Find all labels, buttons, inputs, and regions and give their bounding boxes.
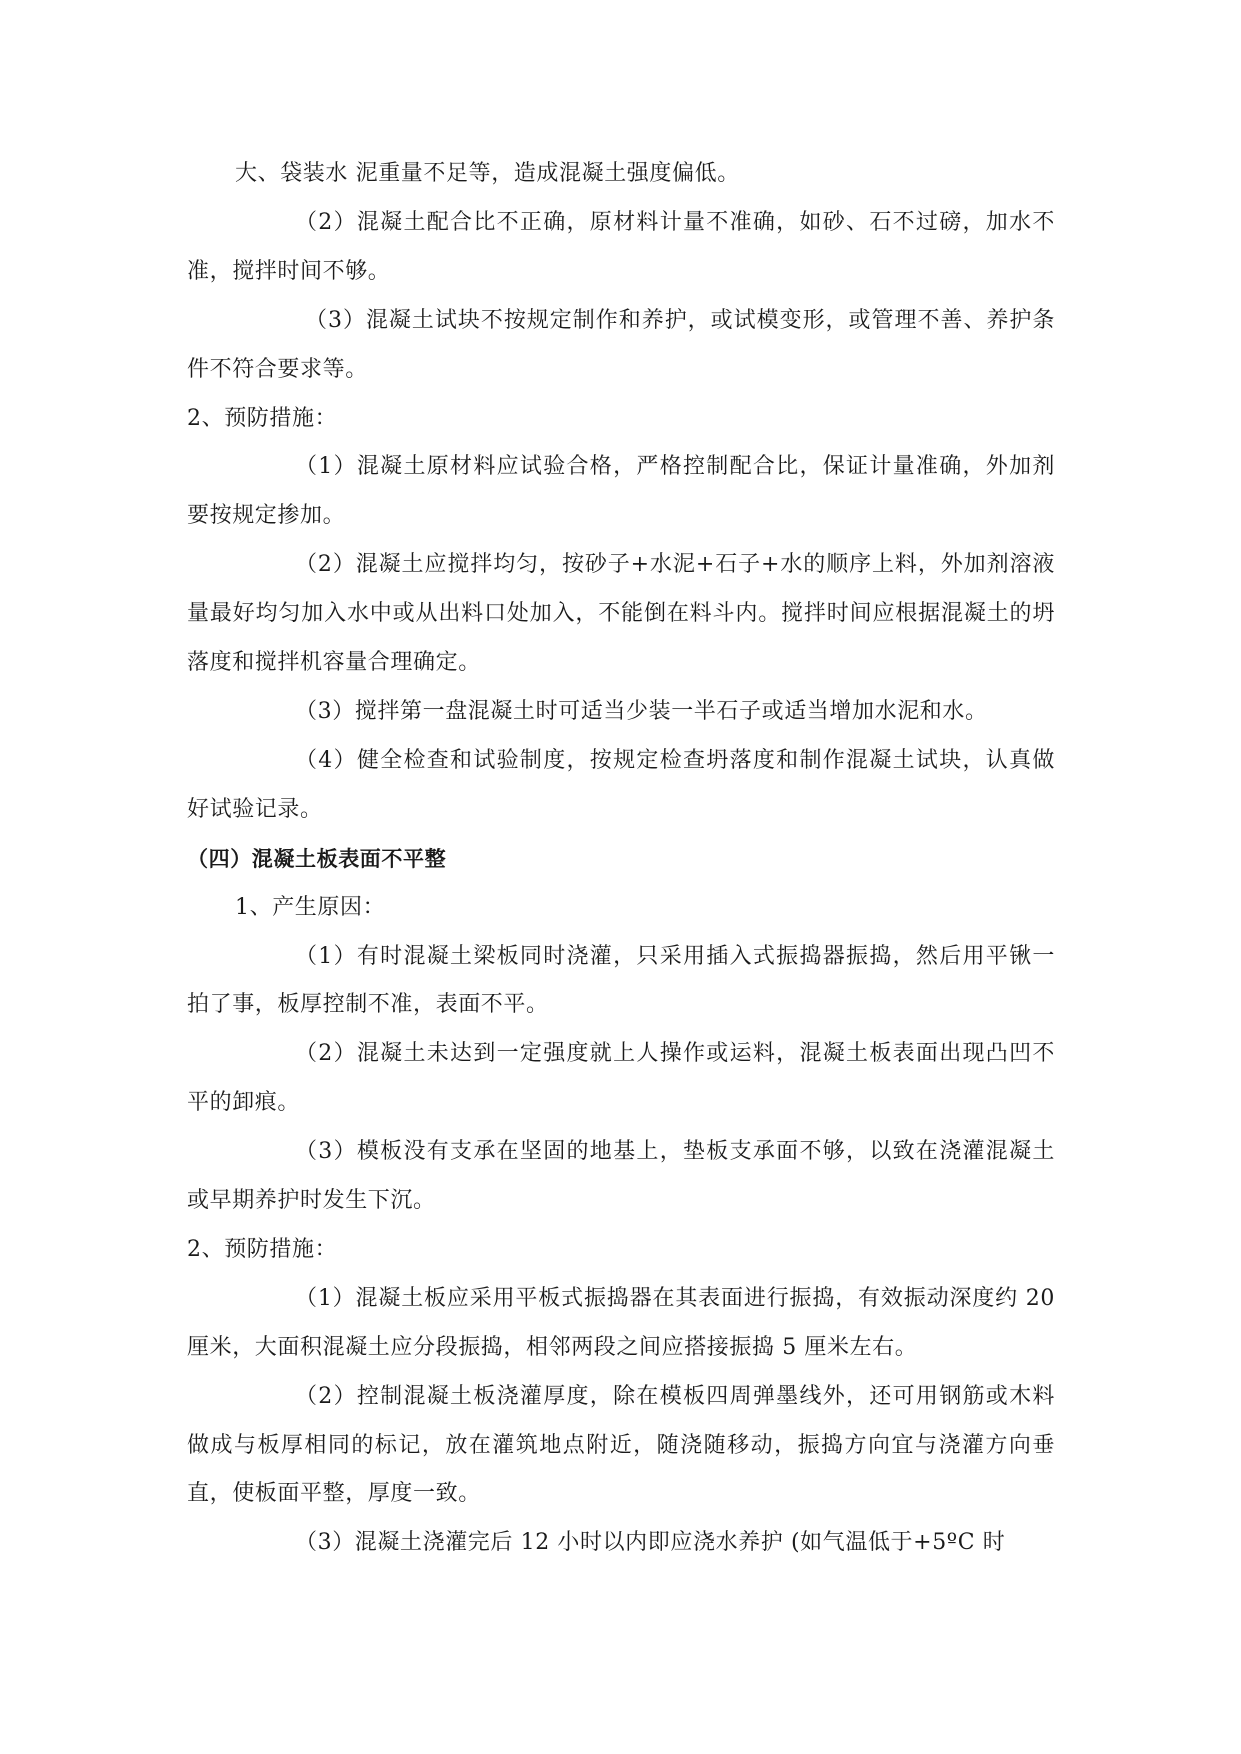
paragraph-8: （4）健全检查和试验制度，按规定检查坍落度和制作混凝土试块，认真做好试验记录。 [187, 747, 1055, 822]
paragraph-11: （2）混凝土未达到一定强度就上人操作或运料，混凝土板表面出现凸凹不平的卸痕。 [187, 1041, 1055, 1116]
section-label-causes: 1、产生原因： [235, 894, 386, 920]
section-heading: （四）混凝土板表面不平整 [187, 846, 447, 871]
paragraph-12: （3）模板没有支承在坚固的地基上，垫板支承面不够，以致在浇灌混凝土或早期养护时发生下沉。 [187, 1139, 1055, 1214]
paragraph-1: 大、袋装水 泥重量不足等，造成混凝土强度偏低。 [235, 161, 740, 186]
section-label-prevention-1: 2、预防措施： [187, 405, 338, 431]
paragraph-6: （2）混凝土应搅拌均匀，按砂子+水泥+石子+水的顺序上料，外加剂溶液量最好均匀加入水中或从出料口处加入，不能倒在料斗内。搅拌时间应根据混凝土的坍落度和搅拌机容量合理确定。 [187, 552, 1055, 676]
paragraph-15: （2）控制混凝土板浇灌厚度，除在模板四周弹墨线外，还可用钢筋或木料做成与板厚相同的标记，放在灌筑地点附近，随浇随移动，振捣方向宜与浇灌方向垂直，使板面平整，厚度一致。 [187, 1383, 1055, 1507]
paragraph-7: （3）搅拌第一盘混凝土时可适当少装一半石子或适当增加水泥和水。 [295, 698, 988, 724]
paragraph-16: （3）混凝土浇灌完后 12 小时以内即应浇水养护 (如气温低于+5ºC 时 [295, 1530, 1006, 1556]
paragraph-3: （3）混凝土试块不按规定制作和养护，或试模变形，或管理不善、养护条件不符合要求等。 [187, 307, 1055, 382]
document-body [187, 150, 1055, 1568]
paragraph-14: （1）混凝土板应采用平板式振捣器在其表面进行振捣，有效振动深度约 20 厘米，大面积混凝土应分段振捣，相邻两段之间应搭接振捣 5 厘米左右。 [187, 1285, 1055, 1360]
paragraph-10: （1）有时混凝土梁板同时浇灌，只采用插入式振捣器振捣，然后用平锹一拍了事，板厚控制不准，表面不平。 [187, 943, 1055, 1018]
paragraph-5: （1）混凝土原材料应试验合格，严格控制配合比，保证计量准确，外加剂要按规定掺加。 [187, 454, 1055, 529]
paragraph-2: （2）混凝土配合比不正确，原材料计量不准确，如砂、石不过磅，加水不准，搅拌时间不够。 [187, 209, 1055, 284]
section-label-prevention-2: 2、预防措施： [187, 1236, 338, 1262]
